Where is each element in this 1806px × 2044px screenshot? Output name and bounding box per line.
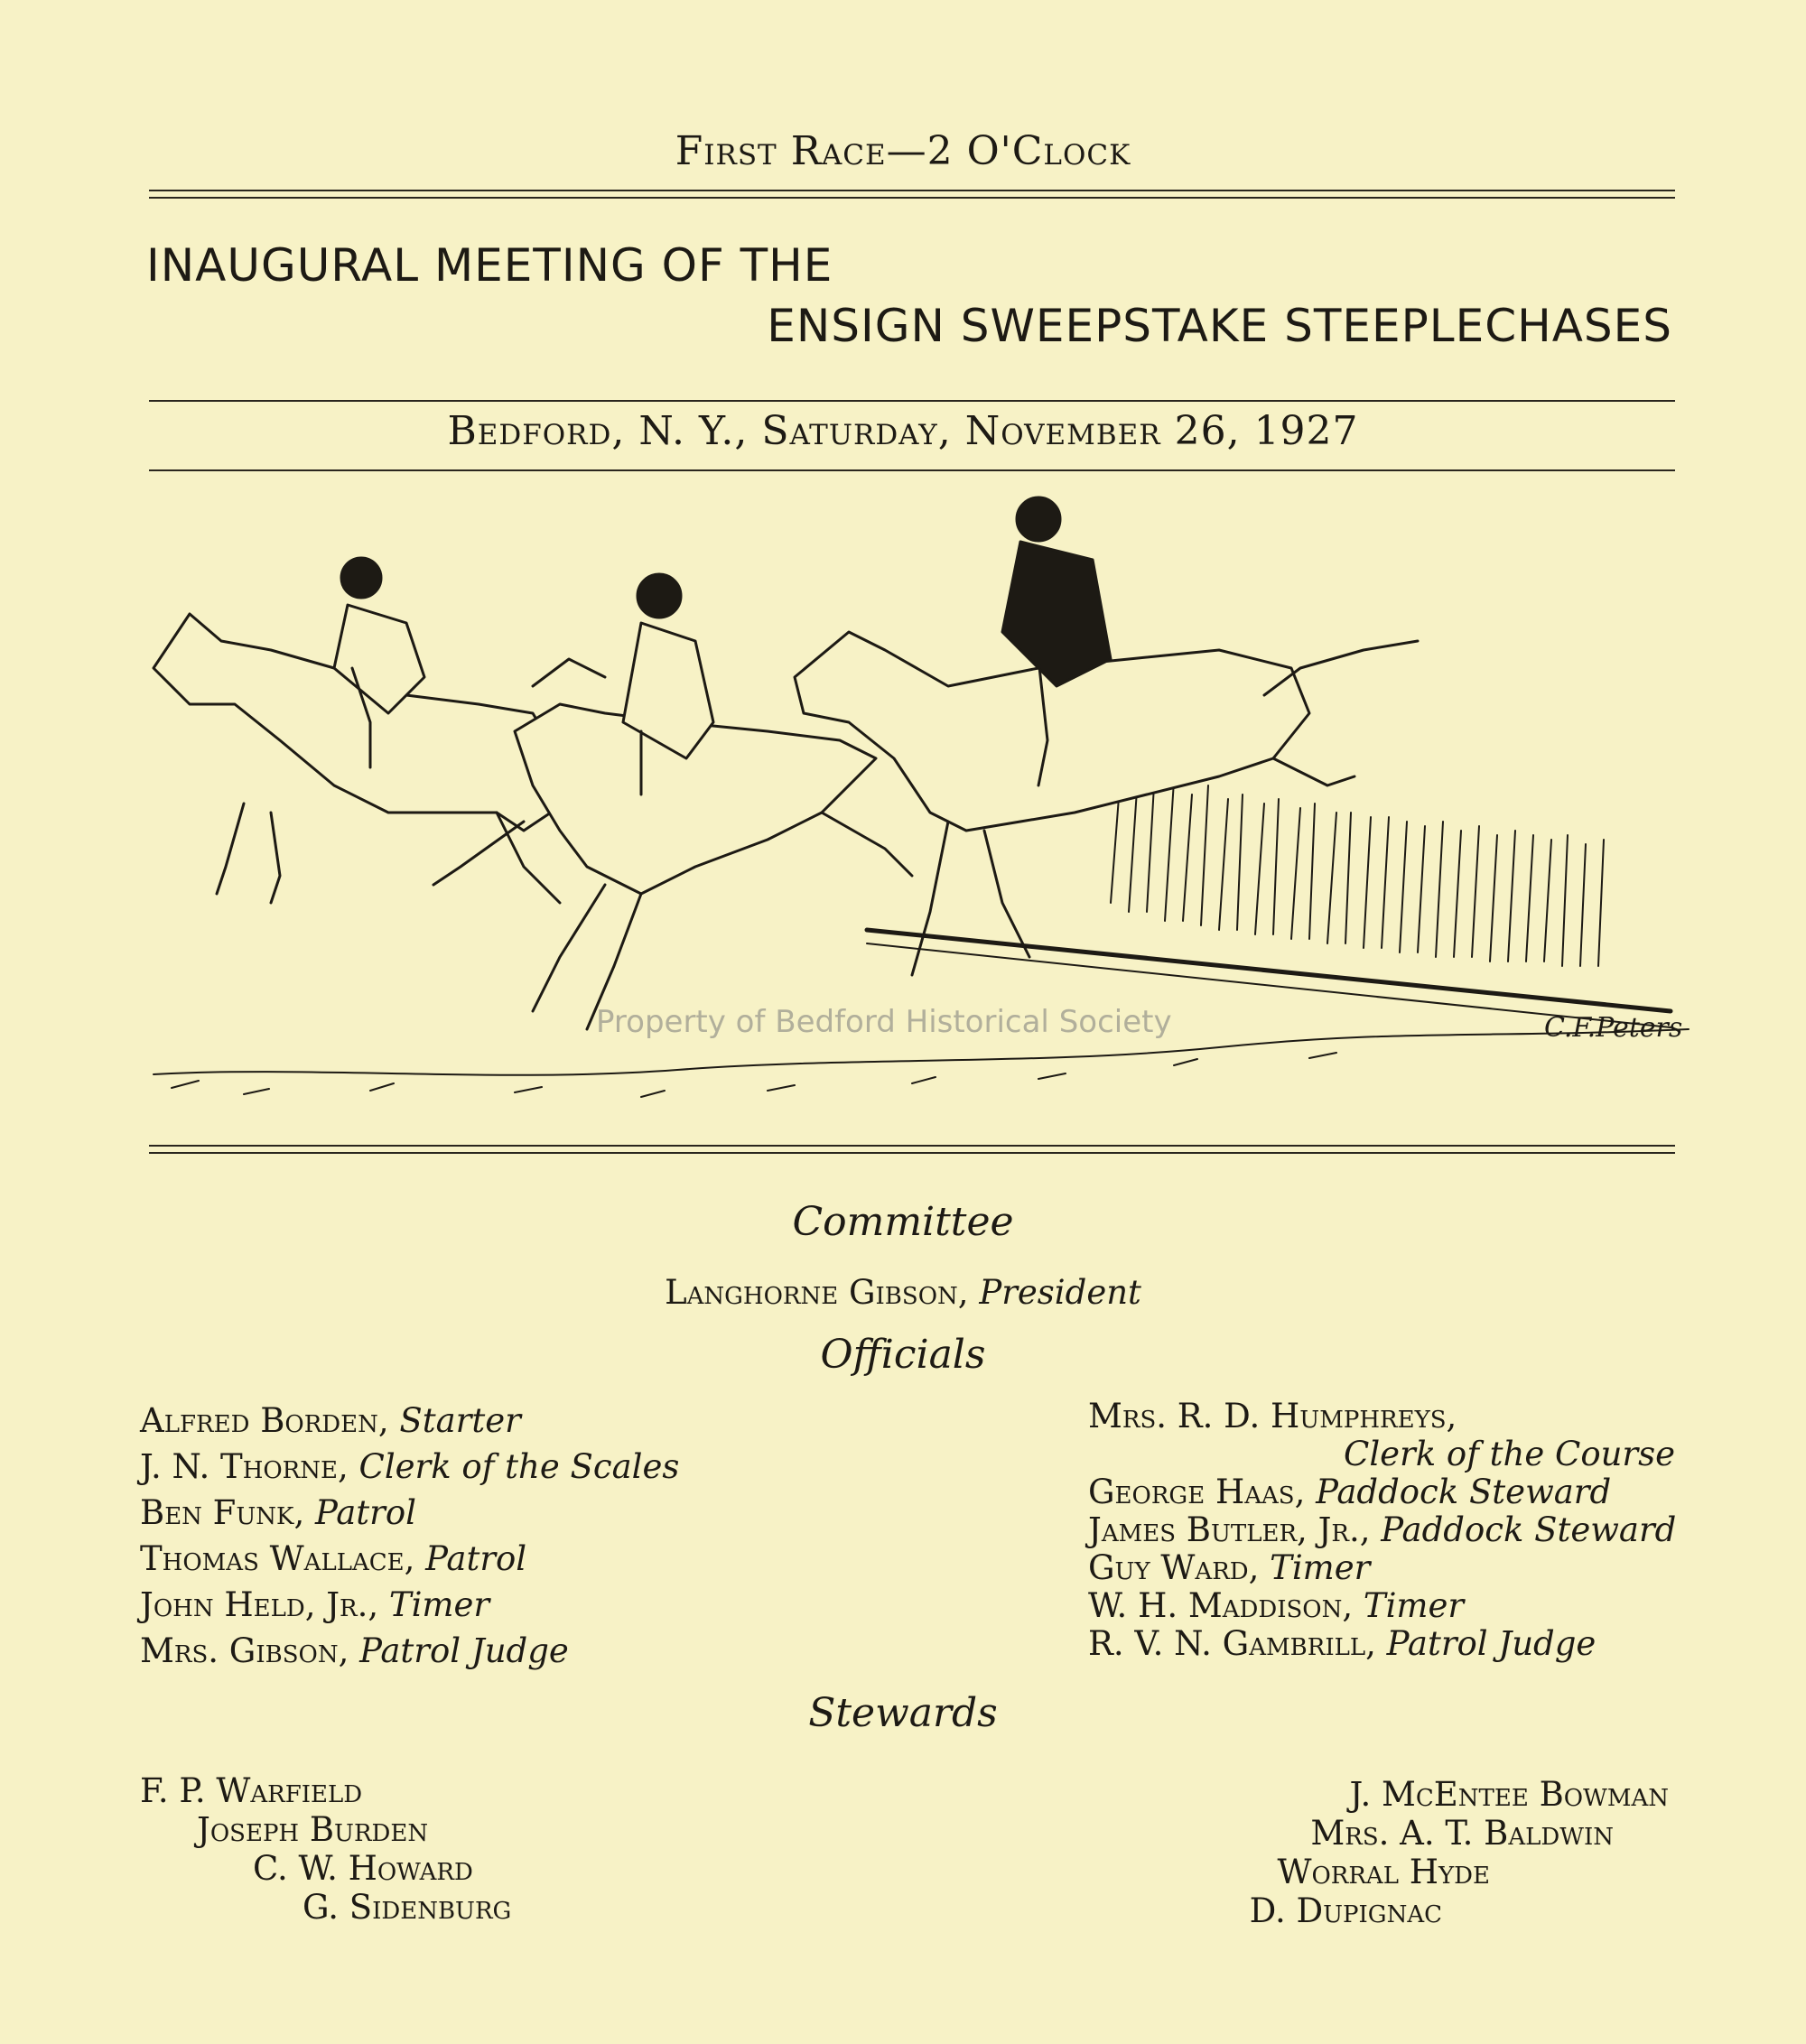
official-name: R. V. N. Gambrill, (1088, 1624, 1376, 1663)
official-name: Guy Ward, (1088, 1548, 1260, 1587)
artist-signature: C.F.Peters (1544, 1012, 1683, 1044)
official-role: Clerk of the Scales (358, 1447, 680, 1486)
official-name: Alfred Borden, (140, 1401, 389, 1440)
official-entry (1088, 1435, 1675, 1473)
stewards-heading: Stewards (808, 1690, 998, 1736)
header-double-rule (149, 190, 1675, 199)
official-name: J. N. Thorne, (140, 1447, 349, 1486)
steward-name: Joseph Burden (197, 1810, 429, 1849)
hedge-fence (1111, 776, 1604, 966)
official-entry (140, 1444, 679, 1490)
steward-name: G. Sidenburg (303, 1888, 512, 1927)
official-role: Patrol Judge (359, 1631, 569, 1670)
officials-left-column (140, 1398, 679, 1674)
dateline-top-rule (149, 400, 1675, 402)
official-entry (140, 1536, 679, 1582)
official-entry (1088, 1511, 1676, 1549)
official-entry (140, 1628, 679, 1674)
official-name: W. H. Maddison, (1088, 1586, 1354, 1625)
title-line-2: ENSIGN SWEEPSTAKE STEEPLECHASES (767, 300, 1672, 352)
official-entry (1088, 1473, 1676, 1511)
watermark-text: Property of Bedford Historical Society (596, 1004, 1172, 1040)
official-name: John Held, Jr., (140, 1585, 379, 1624)
president-role: President (979, 1273, 1141, 1312)
dateline-bottom-rule (149, 469, 1675, 471)
officials-heading: Officials (820, 1332, 986, 1378)
official-role: Starter (399, 1401, 521, 1440)
horse-right (795, 632, 1418, 975)
steward-name: F. P. Warfield (140, 1771, 363, 1810)
official-role: Patrol (425, 1539, 527, 1578)
horse-middle (515, 704, 912, 1029)
steward-name: D. Dupignac (1249, 1891, 1442, 1930)
illustration-bottom-rule (149, 1145, 1675, 1154)
official-name: George Haas, (1088, 1473, 1306, 1511)
official-name: Mrs. R. D. Humphreys, (1088, 1397, 1457, 1435)
official-role: Timer (1270, 1548, 1371, 1587)
dateline: Bedford, N. Y., Saturday, November 26, 1927 (447, 408, 1359, 454)
official-name: James Butler, Jr., (1088, 1510, 1371, 1549)
steward-name: Worral Hyde (1277, 1853, 1490, 1891)
official-entry (1088, 1625, 1676, 1663)
committee-president (0, 1273, 1806, 1312)
official-role: Clerk of the Course (1344, 1435, 1675, 1473)
president-name: Langhorne Gibson, (665, 1273, 969, 1312)
official-role: Paddock Steward (1381, 1510, 1677, 1549)
official-name: Ben Funk, (140, 1493, 305, 1532)
race-time-line: First Race—2 O'Clock (675, 128, 1131, 174)
official-role: Timer (388, 1585, 490, 1624)
official-entry (140, 1490, 679, 1536)
official-entry (1088, 1549, 1676, 1587)
official-role: Patrol (314, 1493, 416, 1532)
fence-rail (867, 930, 1671, 1011)
official-name: Mrs. Gibson, (140, 1631, 349, 1670)
official-entry (140, 1398, 679, 1444)
committee-heading: Committee (792, 1199, 1014, 1245)
steward-name: C. W. Howard (253, 1849, 473, 1888)
official-role: Paddock Steward (1316, 1473, 1612, 1511)
official-role: Patrol Judge (1386, 1624, 1597, 1663)
steward-name: Mrs. A. T. Baldwin (1310, 1814, 1614, 1853)
official-entry (1088, 1398, 1676, 1435)
official-role: Timer (1363, 1586, 1465, 1625)
officials-right-column (1088, 1398, 1676, 1663)
official-name: Thomas Wallace, (140, 1539, 415, 1578)
steward-name: J. McEntee Bowman (1349, 1775, 1669, 1814)
official-entry (140, 1582, 679, 1628)
title-line-1: INAUGURAL MEETING OF THE (146, 239, 833, 292)
official-entry (1088, 1587, 1676, 1625)
